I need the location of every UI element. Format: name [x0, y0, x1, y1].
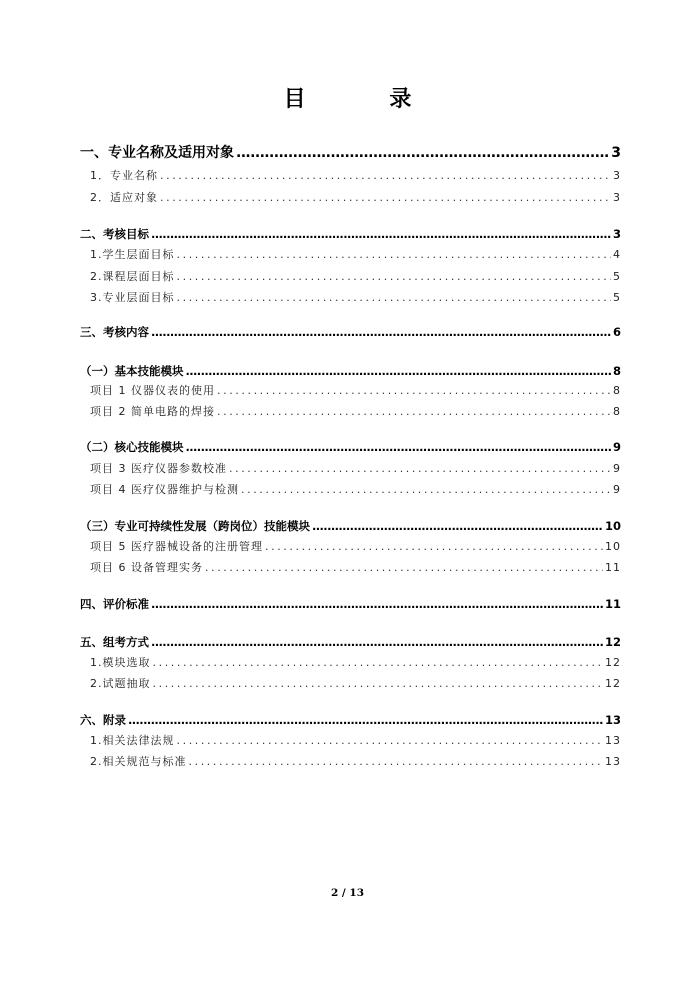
toc-entry-page: 3	[611, 145, 621, 161]
toc-entry-page: 13	[604, 713, 621, 727]
dot-leader	[236, 145, 609, 161]
dot-leader	[265, 539, 603, 555]
toc-entry-page: 8	[613, 384, 621, 397]
toc-entry-label: 五、组考方式	[80, 635, 149, 649]
dot-leader	[153, 676, 604, 692]
toc-entry-label: 3.专业层面目标	[90, 291, 175, 304]
dot-leader	[177, 247, 612, 263]
toc-entry-label: 2．适应对象	[90, 191, 158, 204]
toc-entry-module-3[interactable]	[80, 518, 621, 534]
toc-entry-page: 8	[612, 364, 621, 378]
dot-leader	[151, 226, 611, 242]
toc-entry-module-2[interactable]	[80, 439, 621, 455]
toc-entry-project-1[interactable]	[90, 383, 621, 399]
page-title: 目 录	[283, 87, 450, 112]
toc-entry-page: 10	[604, 519, 621, 533]
toc-entry-section-2-2[interactable]	[90, 269, 621, 285]
page-number: 2 / 13	[330, 887, 365, 899]
toc-entry-page: 8	[613, 405, 621, 418]
toc-entry-label: 项目 3 医疗仪器参数校准	[90, 462, 227, 475]
toc-entry-label: 2.相关规范与标准	[90, 755, 187, 768]
toc-entry-label: 2.课程层面目标	[90, 270, 175, 283]
toc-entry-label: 2.试题抽取	[90, 677, 151, 690]
toc-entry-label: 一、专业名称及适用对象	[80, 145, 234, 161]
dot-leader	[153, 655, 604, 671]
toc-entry-page: 12	[605, 656, 621, 669]
toc-entry-section-5-1[interactable]	[90, 655, 621, 671]
toc-entry-section-1-1[interactable]	[90, 168, 621, 184]
toc-entry-project-4[interactable]	[90, 482, 621, 498]
toc-entry-section-2-3[interactable]	[90, 290, 621, 306]
toc-entry-project-5[interactable]	[90, 539, 621, 555]
toc-entry-section-6[interactable]	[80, 712, 621, 728]
toc-entry-project-2[interactable]	[90, 404, 621, 420]
dot-leader	[128, 712, 603, 728]
toc-entry-label: 四、评价标准	[80, 597, 149, 611]
toc-entry-section-1-2[interactable]	[90, 190, 621, 206]
toc-entry-page: 6	[612, 325, 621, 339]
toc-entry-page: 10	[605, 540, 621, 553]
toc-entry-page: 9	[612, 440, 621, 454]
toc-entry-page: 13	[605, 734, 621, 747]
toc-entry-label: 1.模块选取	[90, 656, 151, 669]
toc-entry-section-6-1[interactable]	[90, 733, 621, 749]
toc-entry-project-3[interactable]	[90, 461, 621, 477]
toc-entry-label: 项目 4 医疗仪器维护与检测	[90, 483, 239, 496]
dot-leader	[205, 560, 603, 576]
dot-leader	[177, 290, 612, 306]
toc-entry-page: 12	[604, 635, 621, 649]
toc-entry-page: 9	[613, 483, 621, 496]
toc-entry-page: 3	[613, 169, 621, 182]
toc-entry-label: 项目 1 仪器仪表的使用	[90, 384, 215, 397]
toc-entry-label: 1.学生层面目标	[90, 248, 175, 261]
toc-entry-label: 1．专业名称	[90, 169, 158, 182]
toc-entry-page: 11	[604, 597, 621, 611]
toc-entry-page: 9	[613, 462, 621, 475]
dot-leader	[217, 383, 611, 399]
toc-entry-label: 项目 2 简单电路的焊接	[90, 405, 215, 418]
toc-entry-section-3[interactable]	[80, 324, 621, 340]
toc-entry-page: 13	[605, 755, 621, 768]
toc-entry-page: 5	[613, 291, 621, 304]
dot-leader	[217, 404, 611, 420]
dot-leader	[189, 754, 604, 770]
dot-leader	[229, 461, 611, 477]
toc-entry-section-5-2[interactable]	[90, 676, 621, 692]
toc-entry-project-6[interactable]	[90, 560, 621, 576]
toc-entry-label: （一）基本技能模块	[80, 364, 184, 378]
dot-leader	[151, 596, 603, 612]
toc-entry-module-1[interactable]	[80, 363, 621, 379]
dot-leader	[160, 190, 611, 206]
toc-entry-label: 1.相关法律法规	[90, 734, 175, 747]
dot-leader	[177, 733, 604, 749]
dot-leader	[312, 518, 603, 534]
toc-entry-section-5[interactable]	[80, 634, 621, 650]
dot-leader	[186, 439, 611, 455]
dot-leader	[177, 269, 612, 285]
toc-entry-page: 3	[613, 191, 621, 204]
dot-leader	[186, 363, 611, 379]
toc-entry-label: （三）专业可持续性发展（跨岗位）技能模块	[80, 519, 310, 533]
toc-entry-label: （二）核心技能模块	[80, 440, 184, 454]
dot-leader	[151, 324, 611, 340]
toc-entry-section-2[interactable]	[80, 226, 621, 242]
toc-entry-page: 11	[605, 561, 621, 574]
toc-entry-label: 三、考核内容	[80, 325, 149, 339]
toc-entry-section-4[interactable]	[80, 596, 621, 612]
toc-entry-section-2-1[interactable]	[90, 247, 621, 263]
toc-entry-page: 5	[613, 270, 621, 283]
toc-entry-label: 项目 5 医疗器械设备的注册管理	[90, 540, 263, 553]
toc-entry-page: 12	[605, 677, 621, 690]
toc-entry-label: 六、附录	[80, 713, 126, 727]
toc-entry-section-6-2[interactable]	[90, 754, 621, 770]
dot-leader	[151, 634, 603, 650]
toc-entry-label: 项目 6 设备管理实务	[90, 561, 203, 574]
dot-leader	[160, 168, 611, 184]
toc-entry-page: 3	[612, 227, 621, 241]
dot-leader	[241, 482, 611, 498]
toc-entry-label: 二、考核目标	[80, 227, 149, 241]
toc-entry-section-1[interactable]	[80, 145, 621, 161]
toc-entry-page: 4	[613, 248, 621, 261]
